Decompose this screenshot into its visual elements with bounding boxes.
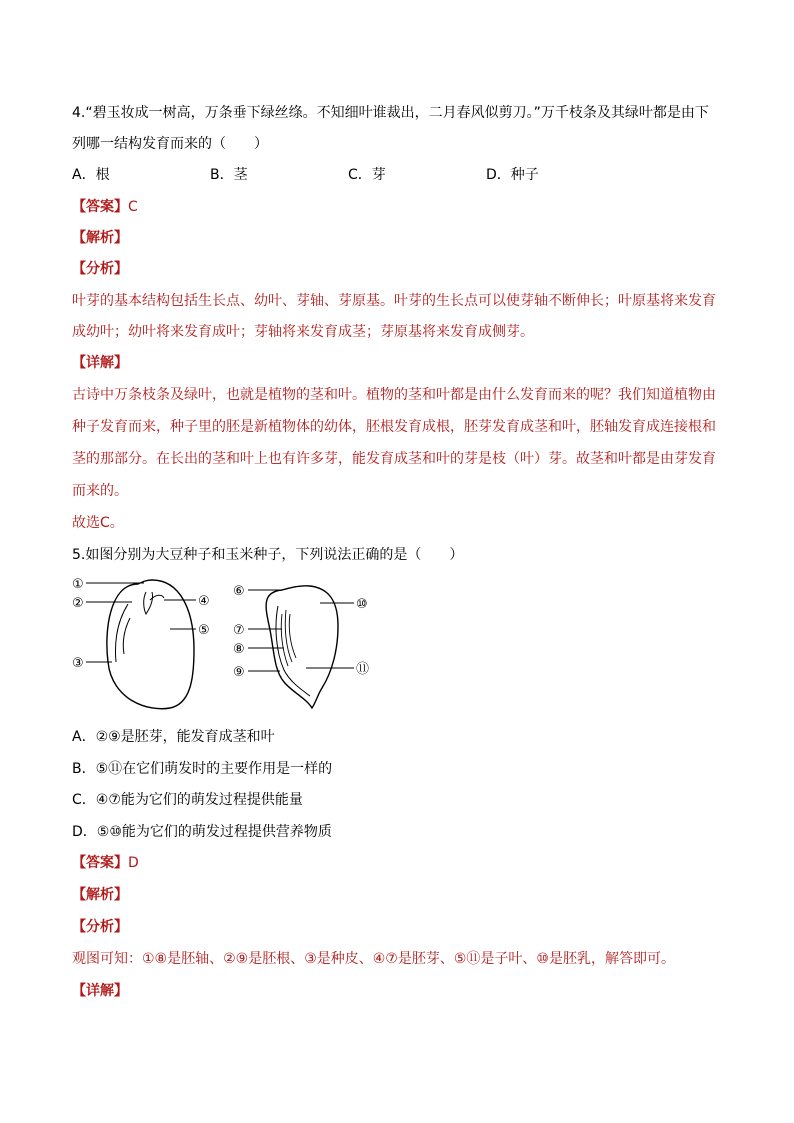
q5-answer-label: 【答案】 <box>72 855 128 871</box>
q4-answer <box>72 197 138 217</box>
q5-option-b: B．⑤⑪在它们萌发时的主要作用是一样的 <box>72 761 333 777</box>
q4-option-b: B．茎 <box>210 167 248 183</box>
q4-xiangjie-label: 【详解】 <box>72 355 128 371</box>
q5-option-d: D．⑤⑩能为它们的萌发过程提供营养物质 <box>72 824 332 840</box>
label-2: ② <box>72 596 84 611</box>
q4-stem-line1: 4.“碧玉妆成一树高，万条垂下绿丝绦。不知细叶谁裁出，二月春风似剪刀。”万千枝条及其绿叶都是由下 <box>72 105 709 121</box>
label-8: ⑧ <box>233 642 245 657</box>
q4-fenxi-line2: 成幼叶；幼叶将来发育成叶；芽轴将来发育成茎；芽原基将来发育成侧芽。 <box>72 324 534 340</box>
q5-seed-figure <box>70 570 390 720</box>
q4-xiangjie-line3: 茎的那部分。在长出的茎和叶上也有许多芽，能发育成茎和叶的芽是枝（叶）芽。故茎和叶都是由芽发育 <box>72 451 716 467</box>
q4-xiangjie-line2: 种子发育而来，种子里的胚是新植物体的幼体，胚根发育成根，胚芽发育成茎和叶，胚轴发育成连接根和 <box>72 419 716 435</box>
q4-answer-label: 【答案】 <box>72 199 128 215</box>
q4-option-c: C．芽 <box>348 167 386 183</box>
q4-option-a: A．根 <box>72 167 110 183</box>
label-6: ⑥ <box>233 584 245 599</box>
q5-option-a: A．②⑨是胚芽，能发育成茎和叶 <box>72 729 275 745</box>
q5-stem: 5.如图分别为大豆种子和玉米种子，下列说法正确的是（ ） <box>72 547 464 563</box>
q4-xiangjie-line1: 古诗中万条枝条及绿叶，也就是植物的茎和叶。植物的茎和叶都是由什么发育而来的呢？我们知道植物由 <box>72 387 716 403</box>
q4-stem-line2: 列哪一结构发育而来的（ ） <box>72 136 268 152</box>
q5-xiangjie-label: 【详解】 <box>72 983 128 999</box>
label-4: ④ <box>198 594 210 609</box>
q4-fenxi-line1: 叶芽的基本结构包括生长点、幼叶、芽轴、芽原基。叶芽的生长点可以使芽轴不断伸长；叶原基将来发育 <box>72 293 716 309</box>
q4-fenxi-label: 【分析】 <box>72 261 128 277</box>
corn-seed-drawing <box>266 586 338 708</box>
label-9: ⑨ <box>233 665 245 680</box>
q5-fenxi-text: 观图可知：①⑧是胚轴、②⑨是胚根、③是种皮、④⑦是胚芽、⑤⑪是子叶、⑩是胚乳，解答即可。 <box>72 951 675 967</box>
label-1: ① <box>72 577 84 592</box>
q4-xiangjie-line4: 而来的。 <box>72 483 128 499</box>
q4-answer-value: C <box>128 199 138 215</box>
q4-conclusion: 故选C。 <box>72 515 124 531</box>
q5-fenxi-label: 【分析】 <box>72 919 128 935</box>
q4-jiexi-label: 【解析】 <box>72 230 128 246</box>
q5-option-c: C．④⑦能为它们的萌发过程提供能量 <box>72 792 303 808</box>
q5-answer <box>72 853 139 873</box>
q5-answer-value: D <box>128 855 139 871</box>
q4-option-d: D．种子 <box>486 167 539 183</box>
label-11: ⑪ <box>356 662 370 677</box>
soybean-seed-drawing <box>107 580 194 709</box>
label-10: ⑩ <box>356 597 368 612</box>
label-5: ⑤ <box>198 623 210 638</box>
q5-jiexi-label: 【解析】 <box>72 887 128 903</box>
label-7: ⑦ <box>233 623 245 638</box>
label-3: ③ <box>72 656 84 671</box>
